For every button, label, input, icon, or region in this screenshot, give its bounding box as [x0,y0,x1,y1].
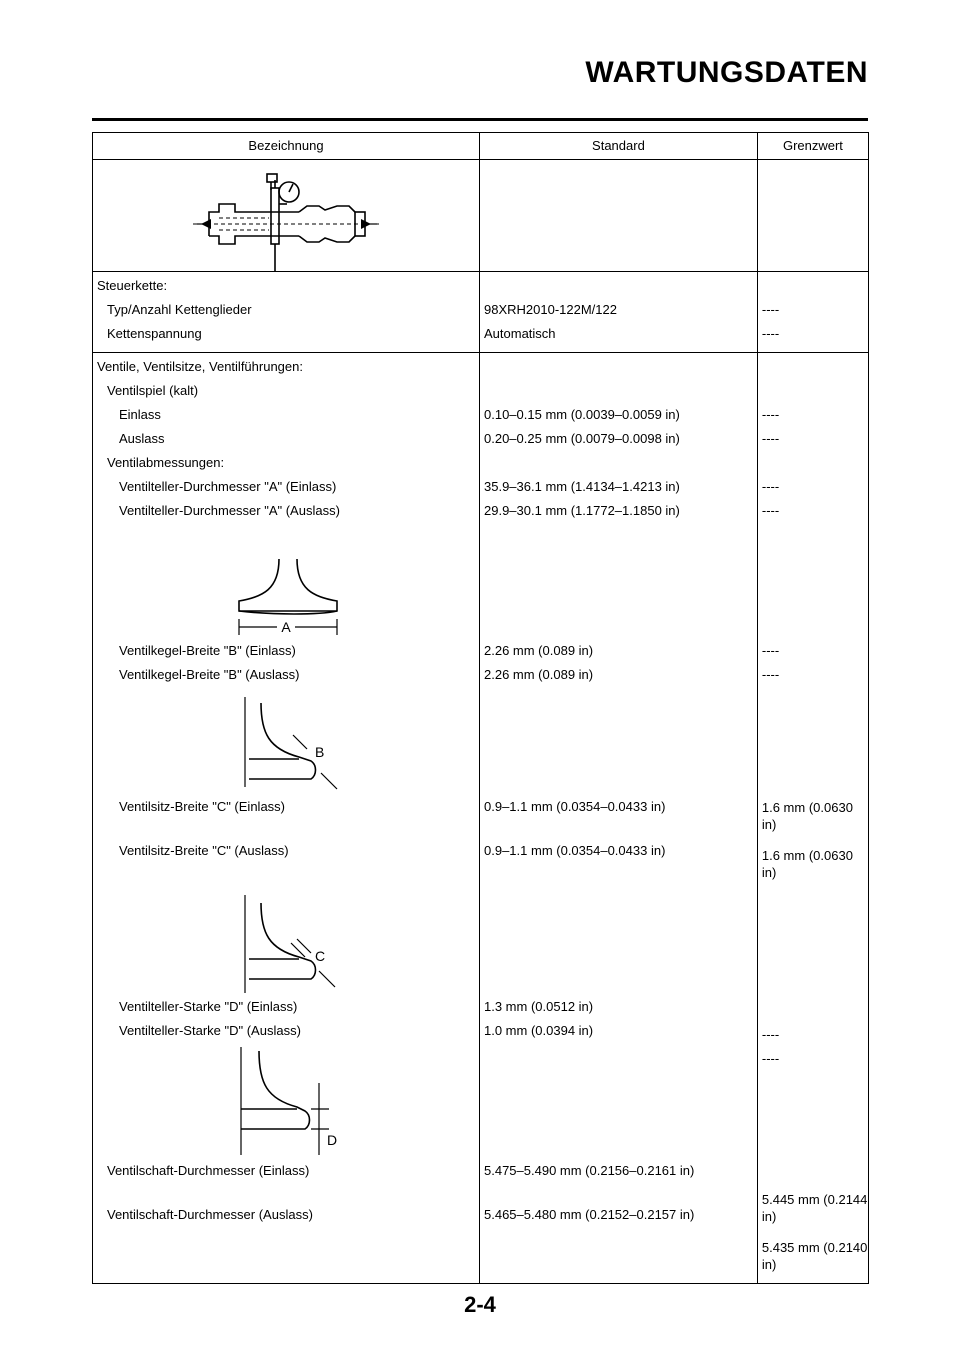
valve-head-diameter-figure [93,523,479,639]
row-label: Einlass [119,407,161,422]
table-header-row [93,133,869,160]
column-header-standard: Standard [480,133,758,160]
row-label: Auslass [119,431,165,446]
row-label: Ventilteller-Starke "D" (Auslass) [119,1023,301,1038]
valve-margin-thickness-figure [93,1043,479,1159]
row-standard: 1.0 mm (0.0394 in) [484,1023,594,1038]
row-standard: 35.9–36.1 mm (1.4134–1.4213 in) [484,479,680,494]
row-limit: ---- [761,326,780,341]
row-standard: 0.10–0.15 mm (0.0039–0.0059 in) [484,407,680,422]
subsection-heading: Ventilabmessungen: [107,455,225,470]
figure-label-c: C [315,948,326,964]
row-limit: ---- [761,503,780,518]
row-standard: 0.9–1.1 mm (0.0354–0.0433 in) [484,799,666,814]
row-standard: 29.9–30.1 mm (1.1772–1.1850 in) [484,503,680,518]
row-standard: 0.9–1.1 mm (0.0354–0.0433 in) [484,843,666,858]
row-label: Ventilschaft-Durchmesser (Auslass) [107,1207,313,1222]
row-limit: 5.445 mm (0.2144 in) [761,1192,868,1224]
spec-table [92,132,869,1284]
row-standard: 1.3 mm (0.0512 in) [484,999,594,1014]
page-title: WARTUNGSDATEN [585,56,868,89]
row-limit: ---- [761,667,780,682]
row-standard: 5.475–5.490 mm (0.2156–0.2161 in) [484,1163,695,1178]
row-label: Ventilsitz-Breite "C" (Auslass) [119,843,289,858]
row-limit: ---- [761,1027,780,1042]
row-label: Ventilkegel-Breite "B" (Einlass) [119,643,296,658]
row-standard: 2.26 mm (0.089 in) [484,667,594,682]
camshaft-figure-row [93,160,869,272]
row-limit: ---- [761,479,780,494]
row-limit: ---- [761,407,780,422]
row-label: Kettenspannung [107,326,202,341]
row-standard: 0.20–0.25 mm (0.0079–0.0098 in) [484,431,680,446]
row-standard: Automatisch [484,326,556,341]
row-standard: 98XRH2010-122M/122 [484,302,617,317]
valve-seat-width-figure [93,863,479,995]
row-label: Ventilsitz-Breite "C" (Einlass) [119,799,285,814]
figure-label-b: B [315,744,325,760]
row-limit: 1.6 mm (0.0630 in) [761,800,853,832]
section-heading: Steuerkette: [97,278,168,293]
subsection-heading: Ventilspiel (kalt) [107,383,199,398]
section-valves [93,353,869,1284]
row-label: Ventilteller-Durchmesser "A" (Einlass) [119,479,337,494]
figure-label-a: A [281,619,291,635]
row-limit: ---- [761,643,780,658]
row-limit: ---- [761,302,780,317]
row-label: Ventilkegel-Breite "B" (Auslass) [119,667,300,682]
section-timing-chain [93,272,869,353]
row-label: Ventilteller-Durchmesser "A" (Auslass) [119,503,340,518]
camshaft-runout-figure [93,160,479,271]
row-standard: 2.26 mm (0.089 in) [484,643,594,658]
row-label: Ventilteller-Starke "D" (Einlass) [119,999,298,1014]
row-label: Ventilschaft-Durchmesser (Einlass) [107,1163,310,1178]
column-header-name: Bezeichnung [93,133,480,160]
row-label: Typ/Anzahl Kettenglieder [107,302,252,317]
column-header-limit: Grenzwert [757,133,868,160]
section-heading: Ventile, Ventilsitze, Ventilführungen: [97,359,303,374]
row-limit: 5.435 mm (0.2140 in) [761,1240,868,1272]
valve-face-width-figure [93,687,479,795]
figure-label-d: D [327,1132,338,1148]
row-standard: 5.465–5.480 mm (0.2152–0.2157 in) [484,1207,695,1222]
row-limit: ---- [761,431,780,446]
page-number: 2-4 [464,1292,496,1317]
row-limit: ---- [761,1051,780,1066]
row-limit: 1.6 mm (0.0630 in) [761,848,853,880]
title-rule [92,118,868,121]
